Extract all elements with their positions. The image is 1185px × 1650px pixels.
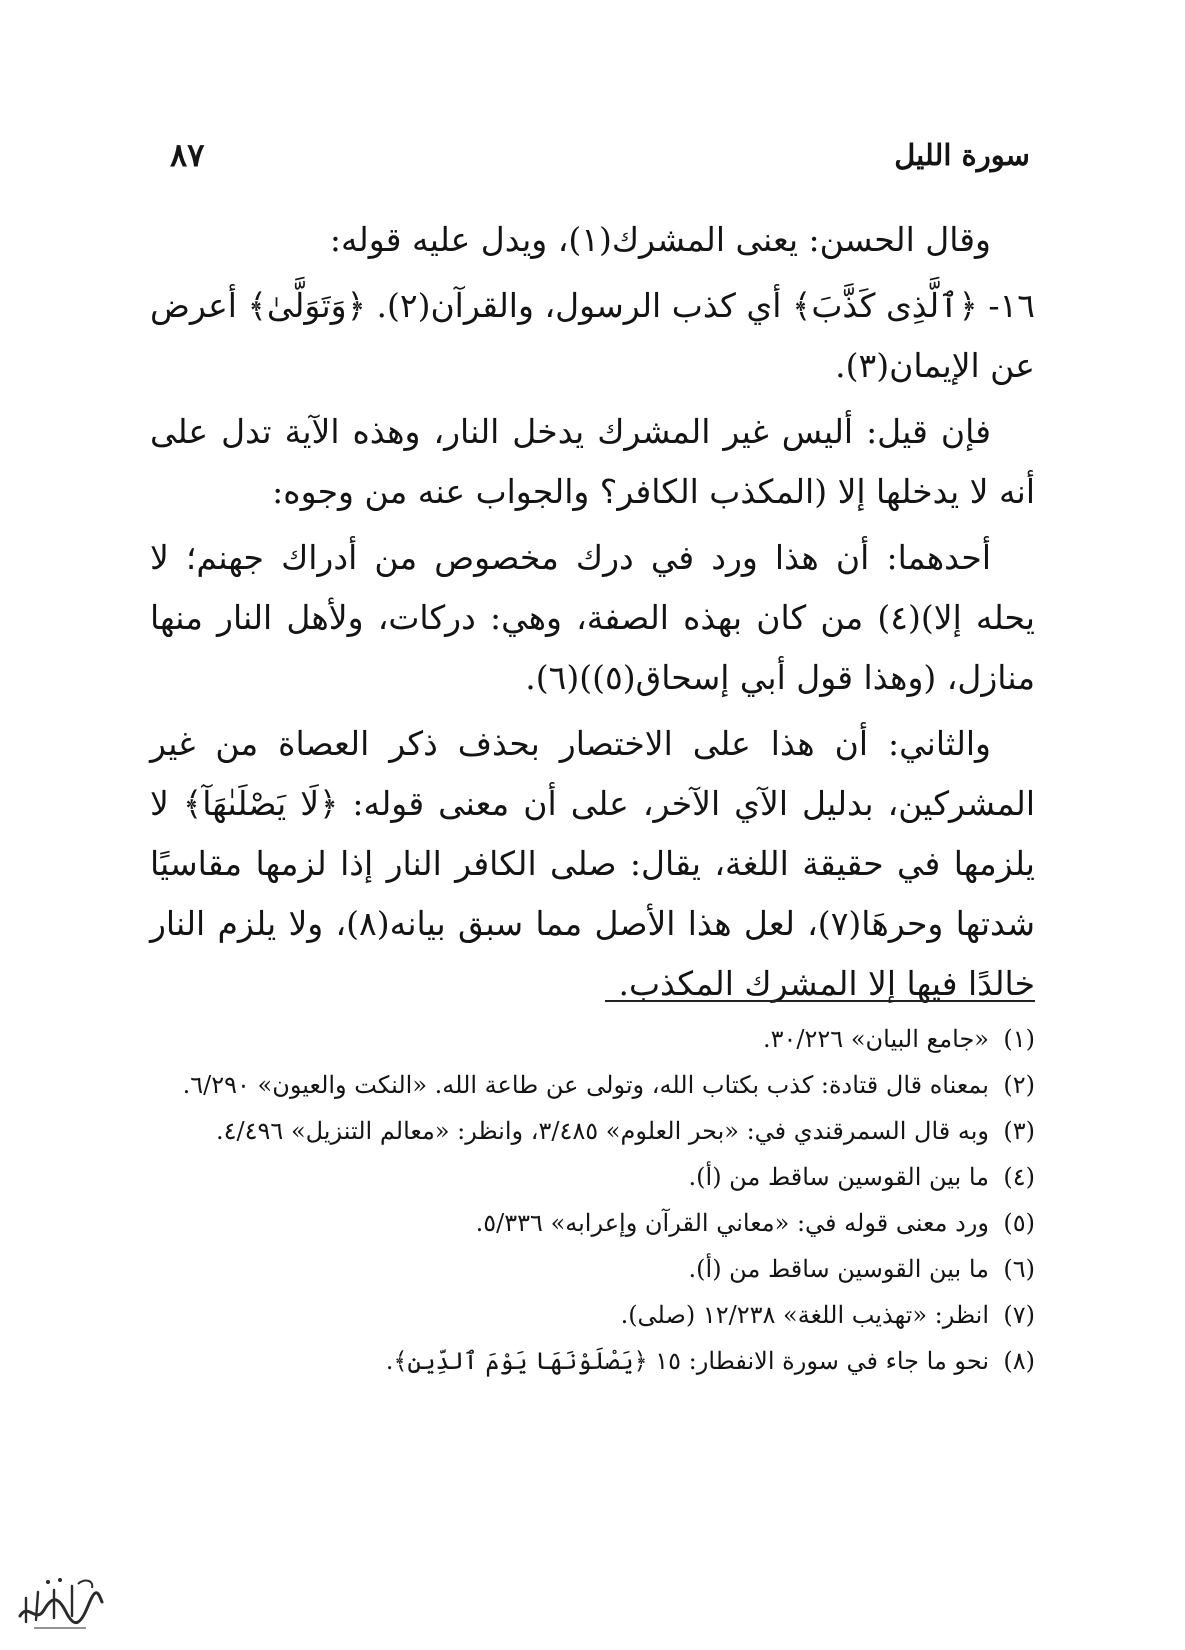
running-header [170, 130, 1030, 180]
footnote-text: انظر: «تهذيب اللغة» ١٢/٢٣٨ (صلى). [620, 1301, 989, 1329]
calligraphy-seal-icon [14, 1572, 106, 1634]
footnote-item [150, 1062, 1035, 1108]
footnote-number: (٤) [1003, 1163, 1035, 1191]
paragraph: وقال الحسن: يعنى المشرك(١)، ويدل عليه قوله: [329, 220, 991, 259]
footnote-item [150, 1246, 1035, 1292]
footnote-number: (٨) [1003, 1347, 1035, 1375]
footnote-text: ورد معنى قوله في: «معاني القرآن وإعرابه» ٥/٣٣٦. [475, 1209, 989, 1237]
surah-title: سورة الليل [894, 138, 1030, 172]
page-number: ٨٧ [170, 136, 205, 174]
footnote-item [150, 1292, 1035, 1338]
footnote-item [150, 1016, 1035, 1062]
footnote-number: (٦) [1003, 1255, 1035, 1283]
footnote-divider [605, 1000, 1035, 1002]
paragraph: فإن قيل: أليس غير المشرك يدخل النار، وهذه الآية تدل على أنه لا يدخلها إلا (المكذب الكافر؟ والجواب عنه من وجوه: [150, 412, 1035, 511]
footnote-item [150, 1338, 1035, 1384]
footnote-number: (٧) [1003, 1301, 1035, 1329]
footnote-text: بمعناه قال قتادة: كذب بكتاب الله، وتولى عن طاعة الله. «النكت والعيون» ٦/٢٩٠. [182, 1071, 989, 1099]
footnotes [150, 1016, 1035, 1384]
footnote-number: (١) [1003, 1025, 1035, 1053]
paragraph: أحدهما: أن هذا ورد في درك مخصوص من أدراك جهنم؛ لا يحله إلا)(٤) من كان بهذه الصفة، وهي: دركات، ولأهل النار منها منازل، (وهذا قول أبي إسحاق(٥))(٦). [150, 538, 1035, 697]
footnote-text: «جامع البيان» ٣٠/٢٢٦. [763, 1025, 989, 1053]
footnote-text: وبه قال السمرقندي في: «بحر العلوم» ٣/٤٨٥، وانظر: «معالم التنزيل» ٤/٤٩٦. [216, 1117, 989, 1145]
footnote-item [150, 1108, 1035, 1154]
main-text [150, 210, 1035, 1020]
footnote-item [150, 1200, 1035, 1246]
footnote-number: (٥) [1003, 1209, 1035, 1237]
paragraph: والثاني: أن هذا على الاختصار بحذف ذكر العصاة من غير المشركين، بدليل الآي الآخر، على أن معنى قوله: ﴿لَا يَصْلَىٰهَآ﴾ لا يلزمها في حقيقة اللغة، يقال: صلى الكافر النار إذا لزمها مقاسيًا شدتها وحرهَا(٧)، لعل هذا الأصل مما سبق بيانه(٨)، ولا يلزم النار خالدًا فيها إلا المشرك المكذب. [150, 724, 1035, 1003]
footnote-number: (٣) [1003, 1117, 1035, 1145]
paragraph: ١٦- ﴿ٱلَّذِى كَذَّبَ﴾ أي كذب الرسول، والقرآن(٢). ﴿وَتَوَلَّىٰ﴾ أعرض عن الإيمان(٣). [150, 286, 1035, 385]
footnote-number: (٢) [1003, 1071, 1035, 1099]
footnote-text: ما بين القوسين ساقط من (أ). [688, 1255, 989, 1283]
footnote-item [150, 1154, 1035, 1200]
footnote-text: نحو ما جاء في سورة الانفطار: ١٥ ﴿يَصْلَوْنَهَا يَوْمَ ٱلدِّينِ﴾. [385, 1347, 989, 1375]
footnote-text: ما بين القوسين ساقط من (أ). [688, 1163, 989, 1191]
